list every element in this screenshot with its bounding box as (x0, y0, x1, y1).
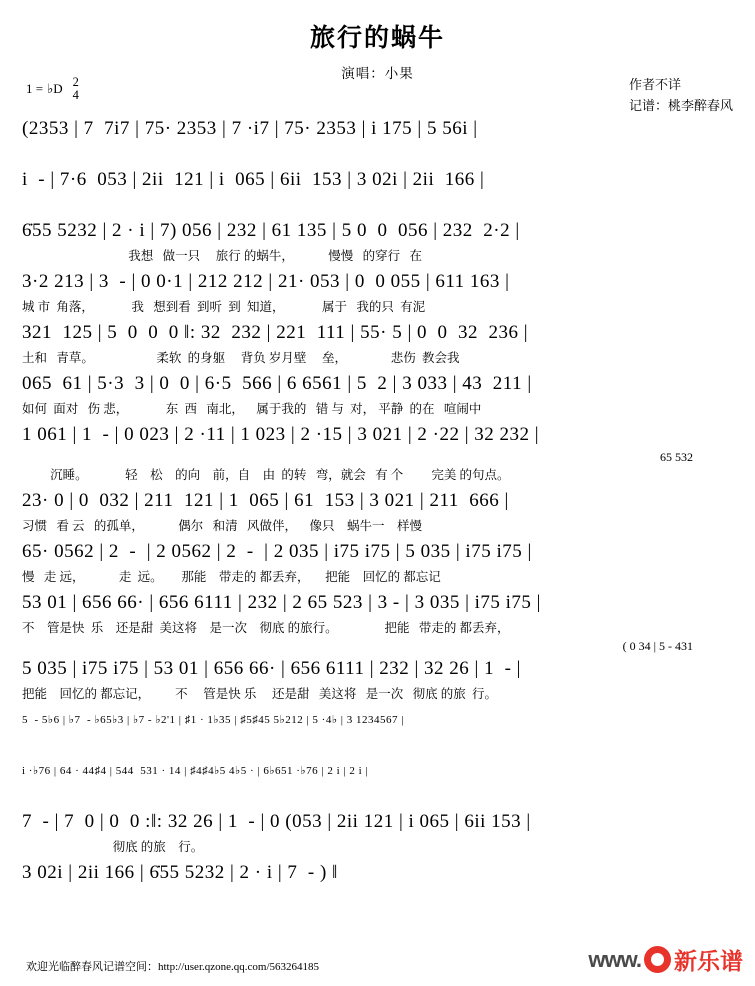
lyrics-row (22, 888, 733, 909)
music-body (0, 114, 755, 909)
notation-row: 1 061 | 1 - | 0 023 | 2 ·11 | 1 023 | 2 ·15 | 3 021 | 2 ·22 | 32 232 | (22, 424, 540, 445)
lyrics-row (22, 786, 733, 807)
lyrics-row: 沉睡。 轻 松 的向 前，自 由 的转 弯，就会 有 个 完美 的句点。 (22, 468, 510, 482)
singer-credit: 演唱：小果 (341, 66, 414, 81)
lyrics-row: 不 管是快 乐 还是甜 美这将 是一次 彻底 的旅行。 把能 带走的 都丢弃， (22, 621, 510, 635)
notation-row: (2353 | 7 7i7 | 75· 2353 | 7 ·i7 | 75· 2353 | i 175 | 5 56i | (22, 118, 478, 139)
watermark (588, 943, 743, 976)
lyrics-row: 城 市 角落， 我 想到看 到听 到 知道， 属于 我的只 有泥 (22, 300, 426, 314)
watermark-brand: 新乐谱 (674, 948, 743, 974)
lyrics-row: 把能 回忆的 都忘记， 不 管是快 乐 还是甜 美这将 是一次 彻底 的旅 行。 (22, 687, 498, 701)
watermark-url: www. (588, 946, 641, 972)
lyrics-row: 慢 走 远， 走 远。 那能 带走的 都丢弃， 把能 回忆的 都忘记 (22, 570, 441, 584)
lyrics-row: 我想 做一只 旅行 的蜗牛， 慢慢 的穿行 在 (22, 249, 423, 263)
staff-line (0, 807, 755, 858)
staff-line (0, 420, 755, 486)
staff-line (0, 216, 755, 267)
notation-row: 3·2 213 | 3 - | 0 0·1 | 212 212 | 21· 053 | 0 0 055 | 611 163 | (22, 271, 510, 292)
page-title: 旅行的蜗牛 (309, 25, 445, 52)
staff-line (0, 114, 755, 165)
lyrics-row (22, 144, 733, 165)
footer-note: 欢迎光临醉春风记谱空间：http://user.qzone.qq.com/563264185 (26, 961, 320, 973)
staff-line (0, 537, 755, 588)
staff-line (0, 705, 755, 756)
lyrics-row: 如何 面对 伤 悲， 东 西 南北， 属于我的 错 与 对， 平静 的在 喧闹中 (22, 402, 482, 416)
notation-row: 5 - 5♭6 | ♭7 - ♭65♭3 | ♭7 - ♭2'1 | ♯1 · 1♭35 | ♯5♯45 5♭212 | 5 ·4♭ | 3 1234567 | (22, 714, 404, 726)
notation-row: 3 02i | 2ii 166 | 6̇55 5232 | 2 · i | 7 - ) ‖ (22, 862, 338, 883)
lyrics-row (22, 735, 733, 756)
notation-row: 53 01 | 656 66· | 656 6111 | 232 | 2 65 523 | 3 - | 3 035 | i75 i75 | (22, 592, 541, 613)
lyrics-row: 土和 青草。 柔软 的身躯 背负 岁月壁 垒， 悲伤 教会我 (22, 351, 460, 365)
logo-icon (644, 946, 671, 973)
key-signature (26, 76, 79, 102)
staff-line (0, 165, 755, 216)
time-signature-numerator: 2 (72, 75, 79, 89)
staff-line (0, 486, 755, 537)
staff-line (0, 858, 755, 909)
notation-row: 6̇55 5232 | 2 · i | 7) 056 | 232 | 61 135 | 5 0 0 056 | 232 2·2 | (22, 220, 520, 241)
lyrics-row: 习惯 看 云 的孤单， 偶尔 和清 风做伴， 像只 蜗牛一 样慢 (22, 519, 423, 533)
notation-row-secondary: 65 532 (660, 450, 693, 464)
staff-line (0, 588, 755, 639)
staff-line (0, 267, 755, 318)
time-signature-denominator: 4 (72, 88, 79, 103)
sheet-music-page (0, 18, 755, 986)
notation-row: 065 61 | 5·3 3 | 0 0 | 6·5 566 | 6 6561 | 5 2 | 3 033 | 43 211 | (22, 373, 532, 394)
staff-line (0, 756, 755, 807)
key-prefix: 1 = (26, 81, 44, 97)
notation-row: 23· 0 | 0 032 | 211 121 | 1 065 | 61 153 | 3 021 | 211 666 | (22, 490, 509, 511)
notation-row-secondary: ( 0 34 | 5 - 431 (622, 639, 693, 653)
notation-row: 65· 0562 | 2 - | 2 0562 | 2 - | 2 035 | i75 i75 | 5 035 | i75 i75 | (22, 541, 532, 562)
notation-row: 321 125 | 5 0 0 0 ‖: 32 232 | 221 111 | 55· 5 | 0 0 32 236 | (22, 322, 529, 343)
staff-line (0, 369, 755, 420)
notation-row: 5 035 | i75 i75 | 53 01 | 656 66· | 656 6111 | 232 | 32 26 | 1 - | (22, 658, 521, 679)
lyrics-row: 彻底 的旅 行。 (22, 840, 204, 854)
key-value: ♭D (47, 81, 63, 97)
lyrics-row (22, 195, 733, 216)
notation-row: i - | 7·6 053 | 2ii 121 | i 065 | 6ii 153 | 3 02i | 2ii 166 | (22, 169, 485, 190)
notation-row: 7 - | 7 0 | 0 0 :‖: 32 26 | 1 - | 0 (053 | 2ii 121 | i 065 | 6ii 153 | (22, 811, 531, 832)
transcriber-credit: 记谱：桃李醉春风 (628, 98, 733, 113)
author-credit: 作者不详 (628, 77, 681, 92)
time-signature (73, 76, 79, 102)
staff-line (0, 318, 755, 369)
notation-row: i ·♭76 | 64 · 44♯4 | 544 531 · 14 | ♯4♯4♭5 4♭5 · | 6♭651 ·♭76 | 2 i | 2 i | (22, 765, 369, 777)
credits-block (629, 74, 733, 116)
staff-line (0, 639, 755, 705)
